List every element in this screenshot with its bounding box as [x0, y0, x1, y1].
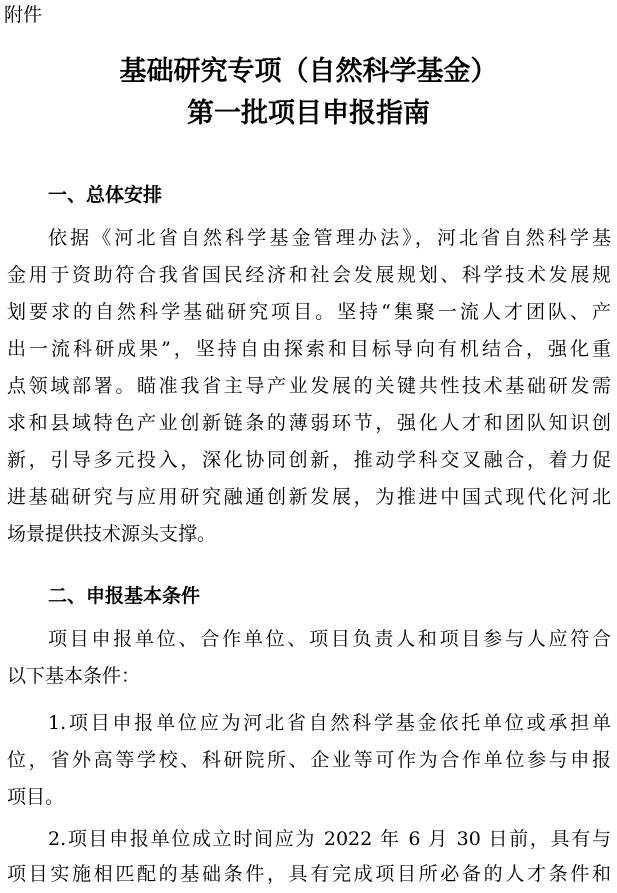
- paragraph-line: 进基础研究与应用研究融通创新发展，为推进中国式现代化河北: [7, 486, 611, 508]
- paragraph-line: 项目实施相匹配的基础条件，具有完成项目所必备的人才条件和: [7, 863, 611, 885]
- paragraph-line: 以下基本条件：: [7, 665, 141, 687]
- document-title-line-2: 第一批项目申报指南: [187, 98, 430, 129]
- paragraph-line: 项目。: [7, 786, 65, 808]
- attachment-label: 附件: [4, 4, 43, 26]
- paragraph-line: 金用于资助符合我省国民经济和社会发展规划、科学技术发展规: [7, 264, 611, 286]
- paragraph-line: 求和县域特色产业创新链条的薄弱环节，强化人才和团队知识创: [7, 412, 611, 434]
- paragraph-line: 1.项目申报单位应为河北省自然科学基金依托单位或承担单: [48, 712, 611, 734]
- paragraph-line: 场景提供技术源头支撑。: [7, 523, 217, 545]
- paragraph-line: 位，省外高等学校、科研院所、企业等可作为合作单位参与申报: [7, 749, 611, 771]
- paragraph-line: 依据《河北省自然科学基金管理办法》，河北省自然科学基: [48, 227, 611, 249]
- paragraph-line: 2.项目申报单位成立时间应为 2022 年 6 月 30 日前，具有与: [48, 828, 611, 850]
- paragraph-line: 划要求的自然科学基础研究项目。坚持“集聚一流人才团队、产: [7, 301, 611, 323]
- section-heading-overall-arrangement: 一、总体安排: [48, 184, 163, 206]
- paragraph-line: 项目申报单位、合作单位、项目负责人和项目参与人应符合: [48, 628, 611, 650]
- paragraph-line: 新，引导多元投入，深化协同创新，推动学科交叉融合，着力促: [7, 449, 611, 471]
- paragraph-line: 点领域部署。瞄准我省主导产业发展的关键共性技术基础研发需: [7, 375, 611, 397]
- section-heading-basic-conditions: 二、申报基本条件: [48, 585, 201, 607]
- paragraph-line: 出一流科研成果”，坚持自由探索和目标导向有机结合，强化重: [7, 338, 611, 360]
- document-title-line-1: 基础研究专项（自然科学基金）: [119, 56, 498, 87]
